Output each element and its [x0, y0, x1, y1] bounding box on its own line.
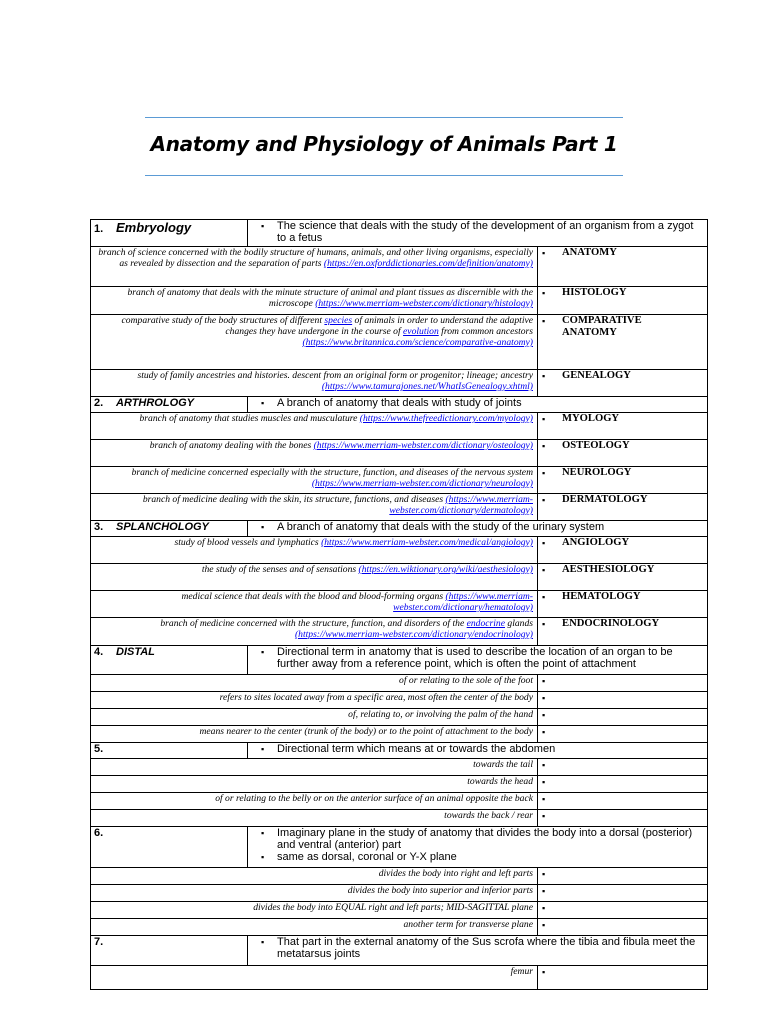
definition-cell [248, 646, 708, 675]
bullet-icon: ▪ [542, 710, 546, 720]
clue-link[interactable]: species [324, 315, 353, 326]
clue-link[interactable]: endocrine [466, 618, 505, 629]
answer-cell [538, 247, 708, 287]
clue-row [91, 902, 708, 919]
clue-cell [91, 675, 538, 692]
clue-cell [91, 537, 538, 564]
answer-term: ANATOMY [562, 247, 617, 258]
answer-cell [538, 868, 708, 885]
item-term: ARTHROLOGY [116, 397, 195, 409]
definition-item: ▪ same as dorsal, coronal or Y-X plane [251, 851, 704, 863]
source-link[interactable]: (https://www.merriam-webster.com/dictionary/dermatology) [389, 494, 533, 516]
answer-cell [538, 885, 708, 902]
item-number: 4. [94, 646, 104, 658]
clue-text: towards the back / rear [444, 810, 533, 821]
clue-row [91, 793, 708, 810]
answer-term: DERMATOLOGY [562, 494, 648, 505]
clue-text: branch of anatomy that deals with the minute structure of animal and plant tissues as discernible with the microscope [127, 287, 533, 309]
clue-cell [91, 440, 538, 467]
bullet-icon: ▪ [542, 794, 546, 804]
bullet-icon: ▪ [542, 967, 546, 977]
clue-row [91, 564, 708, 591]
clue-cell [91, 759, 538, 776]
answer-cell [538, 440, 708, 467]
clue-row [91, 675, 708, 692]
item-number-cell [91, 646, 248, 675]
answer-term: NEUROLOGY [562, 467, 632, 478]
answer-cell [538, 494, 708, 521]
clue-cell [91, 247, 538, 287]
clue-row [91, 709, 708, 726]
clue-text: study of family ancestries and histories. descent from an original form or progenitor; lineage; ancestry [137, 370, 533, 381]
item-number: 2. [94, 397, 104, 409]
clue-text: towards the head [467, 776, 533, 787]
clue-text: branch of anatomy that studies muscles and musculature [139, 413, 358, 424]
clue-text: branch of medicine dealing with the skin, its structure, functions, and diseases [142, 494, 444, 505]
clue-cell [91, 467, 538, 494]
answer-term: HISTOLOGY [562, 287, 627, 298]
source-link[interactable]: (https://www.merriam-webster.com/dictionary/hematology) [393, 591, 533, 613]
source-link[interactable]: (https://www.thefreedictionary.com/myology) [359, 413, 533, 424]
answer-term: COMPARATIVE ANATOMY [562, 315, 642, 338]
clue-text: glands [507, 618, 533, 629]
clue-row [91, 413, 708, 440]
bullet-icon: ▪ [542, 592, 546, 602]
clue-text: of or relating to the belly or on the anterior surface of an animal opposite the back [215, 793, 533, 804]
item-number-cell [91, 743, 248, 759]
section-row [91, 397, 708, 413]
clue-row [91, 919, 708, 936]
bullet-icon: ▪ [542, 903, 546, 913]
answer-term: HEMATOLOGY [562, 591, 641, 602]
clue-text: means nearer to the center (trunk of the body) or to the point of attachment to the body [199, 726, 533, 737]
bullet-icon: ▪ [542, 811, 546, 821]
clue-text: towards the tail [473, 759, 533, 770]
definition-item: ▪ That part in the external anatomy of the Sus scrofa where the tibia and fibula meet the metatarsus joints [251, 936, 704, 960]
answer-term: GENEALOGY [562, 370, 631, 381]
page-title: Anatomy and Physiology of Animals Part 1 [150, 132, 618, 156]
definition-cell [248, 936, 708, 966]
source-link[interactable]: (https://en.oxforddictionaries.com/definition/anatomy) [323, 258, 533, 269]
clue-cell [91, 919, 538, 936]
bullet-icon: ▪ [542, 495, 546, 505]
section-row [91, 827, 708, 868]
answer-cell [538, 709, 708, 726]
source-link[interactable]: (https://www.merriam-webster.com/dictionary/neurology) [311, 478, 533, 489]
clue-row [91, 370, 708, 397]
clue-cell [91, 315, 538, 370]
clue-text: branch of medicine concerned especially with the structure, function, and diseases of the nervous system [131, 467, 533, 478]
answer-cell [538, 315, 708, 370]
item-term: Embryology [116, 220, 192, 235]
answer-cell [538, 413, 708, 440]
definition-list [251, 220, 704, 244]
section-row [91, 521, 708, 537]
review-table-body [91, 220, 708, 990]
clue-cell [91, 287, 538, 315]
clue-row [91, 618, 708, 646]
clue-row [91, 494, 708, 521]
review-table [90, 219, 708, 990]
answer-term: ANGIOLOGY [562, 537, 630, 548]
clue-row [91, 247, 708, 287]
clue-text: medical science that deals with the blood and blood-forming organs [181, 591, 444, 602]
item-number: 3. [94, 521, 104, 533]
bullet-icon: ▪ [542, 371, 546, 381]
clue-text: of or relating to the sole of the foot [399, 675, 533, 686]
bullet-icon: ▪ [542, 441, 546, 451]
clue-text: divides the body into right and left parts [378, 868, 533, 879]
section-row [91, 936, 708, 966]
clue-cell [91, 692, 538, 709]
clue-text: another term for transverse plane [403, 919, 533, 930]
bullet-icon: ▪ [542, 316, 546, 326]
clue-text: divides the body into superior and inferior parts [347, 885, 533, 896]
bullet-icon: ▪ [542, 619, 546, 629]
item-number: 7. [94, 936, 104, 948]
source-link[interactable]: (https://en.wiktionary.org/wiki/aesthesiology) [358, 564, 533, 575]
answer-cell [538, 564, 708, 591]
clue-row [91, 692, 708, 709]
answer-cell [538, 618, 708, 646]
answer-cell [538, 370, 708, 397]
source-link[interactable]: (https://www.tamurajones.net/WhatIsGenealogy.xhtml) [321, 381, 533, 392]
clue-row [91, 440, 708, 467]
bullet-icon: ▪ [542, 468, 546, 478]
definition-cell [248, 827, 708, 868]
definition-item: ▪ A branch of anatomy that deals with study of joints [251, 397, 704, 409]
clue-cell [91, 726, 538, 743]
answer-cell [538, 902, 708, 919]
clue-text: branch of science concerned with the bodily structure of humans, animals, and other living organisms, especially as revealed by dissection and the separation of parts [98, 247, 533, 269]
item-number-cell [91, 936, 248, 966]
source-link[interactable]: (https://www.merriam-webster.com/dictionary/endocrinology) [294, 629, 533, 640]
definition-cell [248, 397, 708, 413]
answer-term: MYOLOGY [562, 413, 620, 424]
clue-cell [91, 868, 538, 885]
section-row [91, 646, 708, 675]
answer-cell [538, 776, 708, 793]
answer-cell [538, 726, 708, 743]
bullet-icon: ▪ [542, 760, 546, 770]
answer-cell [538, 810, 708, 827]
definition-item: ▪ A branch of anatomy that deals with the study of the urinary system [251, 521, 704, 533]
answer-cell [538, 467, 708, 494]
clue-row [91, 759, 708, 776]
definition-cell [248, 521, 708, 537]
clue-text: branch of medicine concerned with the structure, function, and disorders of the [160, 618, 465, 629]
clue-text: refers to sites located away from a specific area, most often the center of the body [219, 692, 533, 703]
item-number-cell [91, 827, 248, 868]
answer-term: AESTHESIOLOGY [562, 564, 655, 575]
definition-list [251, 936, 704, 960]
clue-text: of, relating to, or involving the palm of the hand [348, 709, 533, 720]
answer-cell [538, 537, 708, 564]
clue-text: of animals in order to understand the adaptive changes they have undergone in the course of [225, 315, 533, 337]
bullet-icon: ▪ [542, 727, 546, 737]
clue-cell [91, 793, 538, 810]
clue-row [91, 810, 708, 827]
answer-cell [538, 675, 708, 692]
item-term: DISTAL [116, 646, 155, 658]
definition-item: ▪ Directional term which means at or towards the abdomen [251, 743, 704, 755]
clue-cell [91, 810, 538, 827]
definition-list [251, 397, 704, 409]
definition-list [251, 646, 704, 670]
definition-cell [248, 743, 708, 759]
definition-item: ▪ Directional term in anatomy that is used to describe the location of an organ to be further away from a reference point, which is often the point of attachment [251, 646, 704, 670]
title-bottom-rule [145, 175, 623, 176]
item-term: SPLANCHOLOGY [116, 521, 209, 533]
bullet-icon: ▪ [542, 248, 546, 258]
definition-item: ▪ Imaginary plane in the study of anatomy that divides the body into a dorsal (posterior) and ventral (anterior) part [251, 827, 704, 851]
answer-cell [538, 966, 708, 990]
clue-row [91, 966, 708, 990]
clue-text: comparative study of the body structures of different [121, 315, 323, 326]
bullet-icon: ▪ [542, 676, 546, 686]
definition-item: ▪ The science that deals with the study of the development of an organism from a zygot to a fetus [251, 220, 704, 244]
section-row [91, 220, 708, 247]
bullet-icon: ▪ [542, 693, 546, 703]
bullet-icon: ▪ [542, 538, 546, 548]
answer-cell [538, 591, 708, 618]
clue-cell [91, 776, 538, 793]
clue-text: from common ancestors [441, 326, 533, 337]
clue-cell [91, 902, 538, 919]
clue-text: femur [510, 966, 533, 977]
clue-cell [91, 591, 538, 618]
definition-list [251, 827, 704, 863]
clue-row [91, 726, 708, 743]
clue-link[interactable]: evolution [403, 326, 439, 337]
item-number: 6. [94, 827, 104, 839]
bullet-icon: ▪ [542, 414, 546, 424]
clue-row [91, 591, 708, 618]
clue-cell [91, 494, 538, 521]
clue-row [91, 315, 708, 370]
bullet-icon: ▪ [542, 565, 546, 575]
clue-text: the study of the senses and of sensations [201, 564, 357, 575]
clue-cell [91, 413, 538, 440]
clue-cell [91, 370, 538, 397]
answer-cell [538, 287, 708, 315]
clue-row [91, 287, 708, 315]
clue-cell [91, 564, 538, 591]
item-number-cell [91, 521, 248, 537]
bullet-icon: ▪ [542, 920, 546, 930]
answer-cell [538, 759, 708, 776]
clue-text: branch of anatomy dealing with the bones [149, 440, 312, 451]
definition-cell [248, 220, 708, 247]
title-top-rule [145, 117, 623, 118]
clue-cell [91, 709, 538, 726]
clue-cell [91, 885, 538, 902]
bullet-icon: ▪ [542, 886, 546, 896]
definition-list [251, 743, 704, 755]
source-link[interactable]: (https://www.merriam-webster.com/dictionary/osteology) [313, 440, 533, 451]
clue-text: divides the body into EQUAL right and left parts; MID-SAGITTAL plane [253, 902, 533, 913]
source-link[interactable]: (https://www.britannica.com/science/comparative-anatomy) [302, 337, 533, 348]
answer-cell [538, 793, 708, 810]
source-link[interactable]: (https://www.merriam-webster.com/dictionary/histology) [315, 298, 533, 309]
clue-cell [91, 966, 538, 990]
section-row [91, 743, 708, 759]
item-number-cell [91, 397, 248, 413]
item-number: 5. [94, 743, 104, 755]
answer-term: OSTEOLOGY [562, 440, 630, 451]
clue-row [91, 868, 708, 885]
bullet-icon: ▪ [542, 869, 546, 879]
clue-row [91, 467, 708, 494]
clue-row [91, 885, 708, 902]
item-number: 1. [94, 223, 104, 235]
bullet-icon: ▪ [542, 288, 546, 298]
clue-row [91, 776, 708, 793]
answer-term: ENDOCRINOLOGY [562, 618, 660, 629]
source-link[interactable]: (https://www.merriam-webster.com/medical/angiology) [321, 537, 533, 548]
item-number-cell [91, 220, 248, 247]
answer-cell [538, 692, 708, 709]
clue-cell [91, 618, 538, 646]
definition-list [251, 521, 704, 533]
clue-text: study of blood vessels and lymphatics [174, 537, 319, 548]
bullet-icon: ▪ [542, 777, 546, 787]
clue-row [91, 537, 708, 564]
answer-cell [538, 919, 708, 936]
